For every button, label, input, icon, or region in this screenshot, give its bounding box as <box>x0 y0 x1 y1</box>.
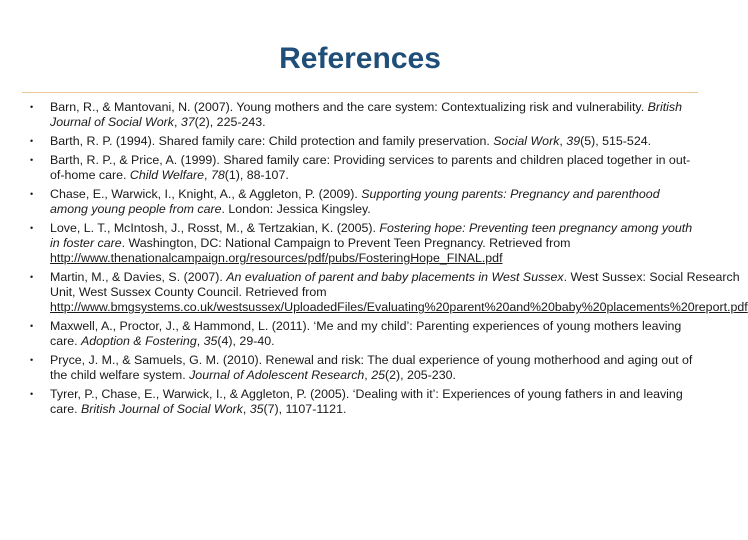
reference-source-title: Fostering hope: Preventing teen pregnancy among youth in foster care <box>50 220 693 250</box>
reference-list <box>26 100 748 421</box>
reference-source-title: 35 <box>203 334 218 349</box>
reference-text <box>50 387 696 417</box>
bullet-icon: • <box>30 321 34 332</box>
reference-text-segment: . West Sussex: Social Research Unit, West Sussex County Council. Retrieved from <box>50 270 740 300</box>
reference-source-title: 39 <box>566 134 581 148</box>
reference-text-segment: Tyrer, P., Chase, E., Warwick, I., & Aggleton, P. (2005). ‘Dealing with it’: Experiences of young fathers in and leaving care. <box>50 387 683 417</box>
reference-text-segment: Maxwell, A., Proctor, J., & Hammond, L. (2011). ‘Me and my child’: Parenting experiences of young mothers leaving care. <box>50 319 682 349</box>
reference-url-link[interactable]: http://www.thenationalcampaign.org/resources/pdf/pubs/FosteringHope_FINAL.pdf <box>50 251 503 266</box>
reference-item <box>26 387 696 417</box>
reference-item <box>26 187 696 217</box>
reference-text-segment: (1), 88-107. <box>224 168 289 182</box>
reference-text <box>50 187 696 217</box>
bullet-icon: • <box>30 389 34 400</box>
reference-source-title: Journal of Adolescent Research <box>189 368 365 383</box>
reference-source-title: Supporting young parents: Pregnancy and parenthood among young people from care <box>50 186 660 216</box>
reference-text-segment: , <box>559 134 567 148</box>
reference-text-segment: , <box>364 368 372 383</box>
reference-source-title: An evaluation of parent and baby placements in West Sussex <box>226 270 564 284</box>
reference-text <box>50 319 696 349</box>
reference-text-segment: , <box>242 402 250 417</box>
reference-text <box>50 221 696 267</box>
reference-source-title: 37 <box>180 115 195 130</box>
reference-text-segment: Love, L. T., McIntosh, J., Rosst, M., & Tertzakian, K. (2005). <box>50 220 380 235</box>
reference-text-segment: Chase, E., Warwick, I., Knight, A., & Aggleton, P. (2009). <box>50 186 362 201</box>
bullet-icon: • <box>30 272 34 282</box>
reference-text <box>50 153 696 183</box>
title-divider <box>22 92 698 93</box>
bullet-icon: • <box>30 136 34 146</box>
reference-text-segment: . London: Jessica Kingsley. <box>221 202 371 216</box>
reference-item <box>26 134 696 149</box>
reference-source-title: Child Welfare <box>129 168 205 182</box>
reference-source-title: British Journal of Social Work <box>81 402 243 417</box>
bullet-icon: • <box>30 188 34 199</box>
reference-source-title: Adoption & Fostering <box>81 334 197 349</box>
reference-text-segment: (2), 225-243. <box>194 115 266 130</box>
bullet-icon: • <box>30 102 34 112</box>
reference-text-segment: (4), 29-40. <box>217 334 275 349</box>
bullet-icon: • <box>30 154 34 165</box>
reference-source-title: British Journal of Social Work <box>50 100 683 130</box>
reference-source-title: 35 <box>249 402 264 417</box>
reference-item <box>26 221 696 267</box>
reference-item <box>26 319 696 349</box>
reference-item <box>26 100 696 130</box>
reference-text-segment: Barn, R., & Mantovani, N. (2007). Young mothers and the care system: Contextualizing risk and vulnerability. <box>50 100 648 114</box>
reference-text <box>50 134 696 149</box>
reference-text-segment: (7), 1107-1121. <box>263 402 347 417</box>
reference-item <box>26 353 696 383</box>
page-title: References <box>279 42 441 75</box>
reference-text <box>50 270 748 316</box>
bullet-icon: • <box>30 222 34 233</box>
reference-source-title: Social Work <box>493 134 560 148</box>
reference-text-segment: , <box>173 115 181 130</box>
reference-item <box>26 153 696 183</box>
reference-text-segment: Martin, M., & Davies, S. (2007). <box>50 270 227 284</box>
reference-text-segment: Barth, R. P. (1994). Shared family care: Child protection and family preservation. <box>50 134 494 148</box>
reference-text-segment: Barth, R. P., & Price, A. (1999). Shared family care: Providing services to parents and children placed together in out-of-home care. <box>50 152 691 182</box>
reference-url-link[interactable]: http://www.bmgsystems.co.uk/westsussex/UploadedFiles/Evaluating%20parent%20and%20baby%20placements%20report.pdf <box>50 300 748 315</box>
reference-text-segment: (2), 205-230. <box>384 368 456 383</box>
reference-text-segment: Pryce, J. M., & Samuels, G. M. (2010). Renewal and risk: The dual experience of young motherhood and aging out of the child welfare system. <box>50 353 693 383</box>
reference-text <box>50 353 696 383</box>
reference-text-segment: . Washington, DC: National Campaign to Prevent Teen Pregnancy. Retrieved from <box>121 236 571 250</box>
bullet-icon: • <box>30 355 34 366</box>
reference-source-title: 78 <box>210 168 225 182</box>
reference-text-segment: , <box>204 168 211 182</box>
reference-text-segment: , <box>196 334 204 349</box>
reference-item <box>26 270 748 316</box>
reference-text <box>50 100 696 130</box>
reference-text-segment: (5), 515-524. <box>580 134 652 148</box>
reference-source-title: 25 <box>371 368 385 383</box>
